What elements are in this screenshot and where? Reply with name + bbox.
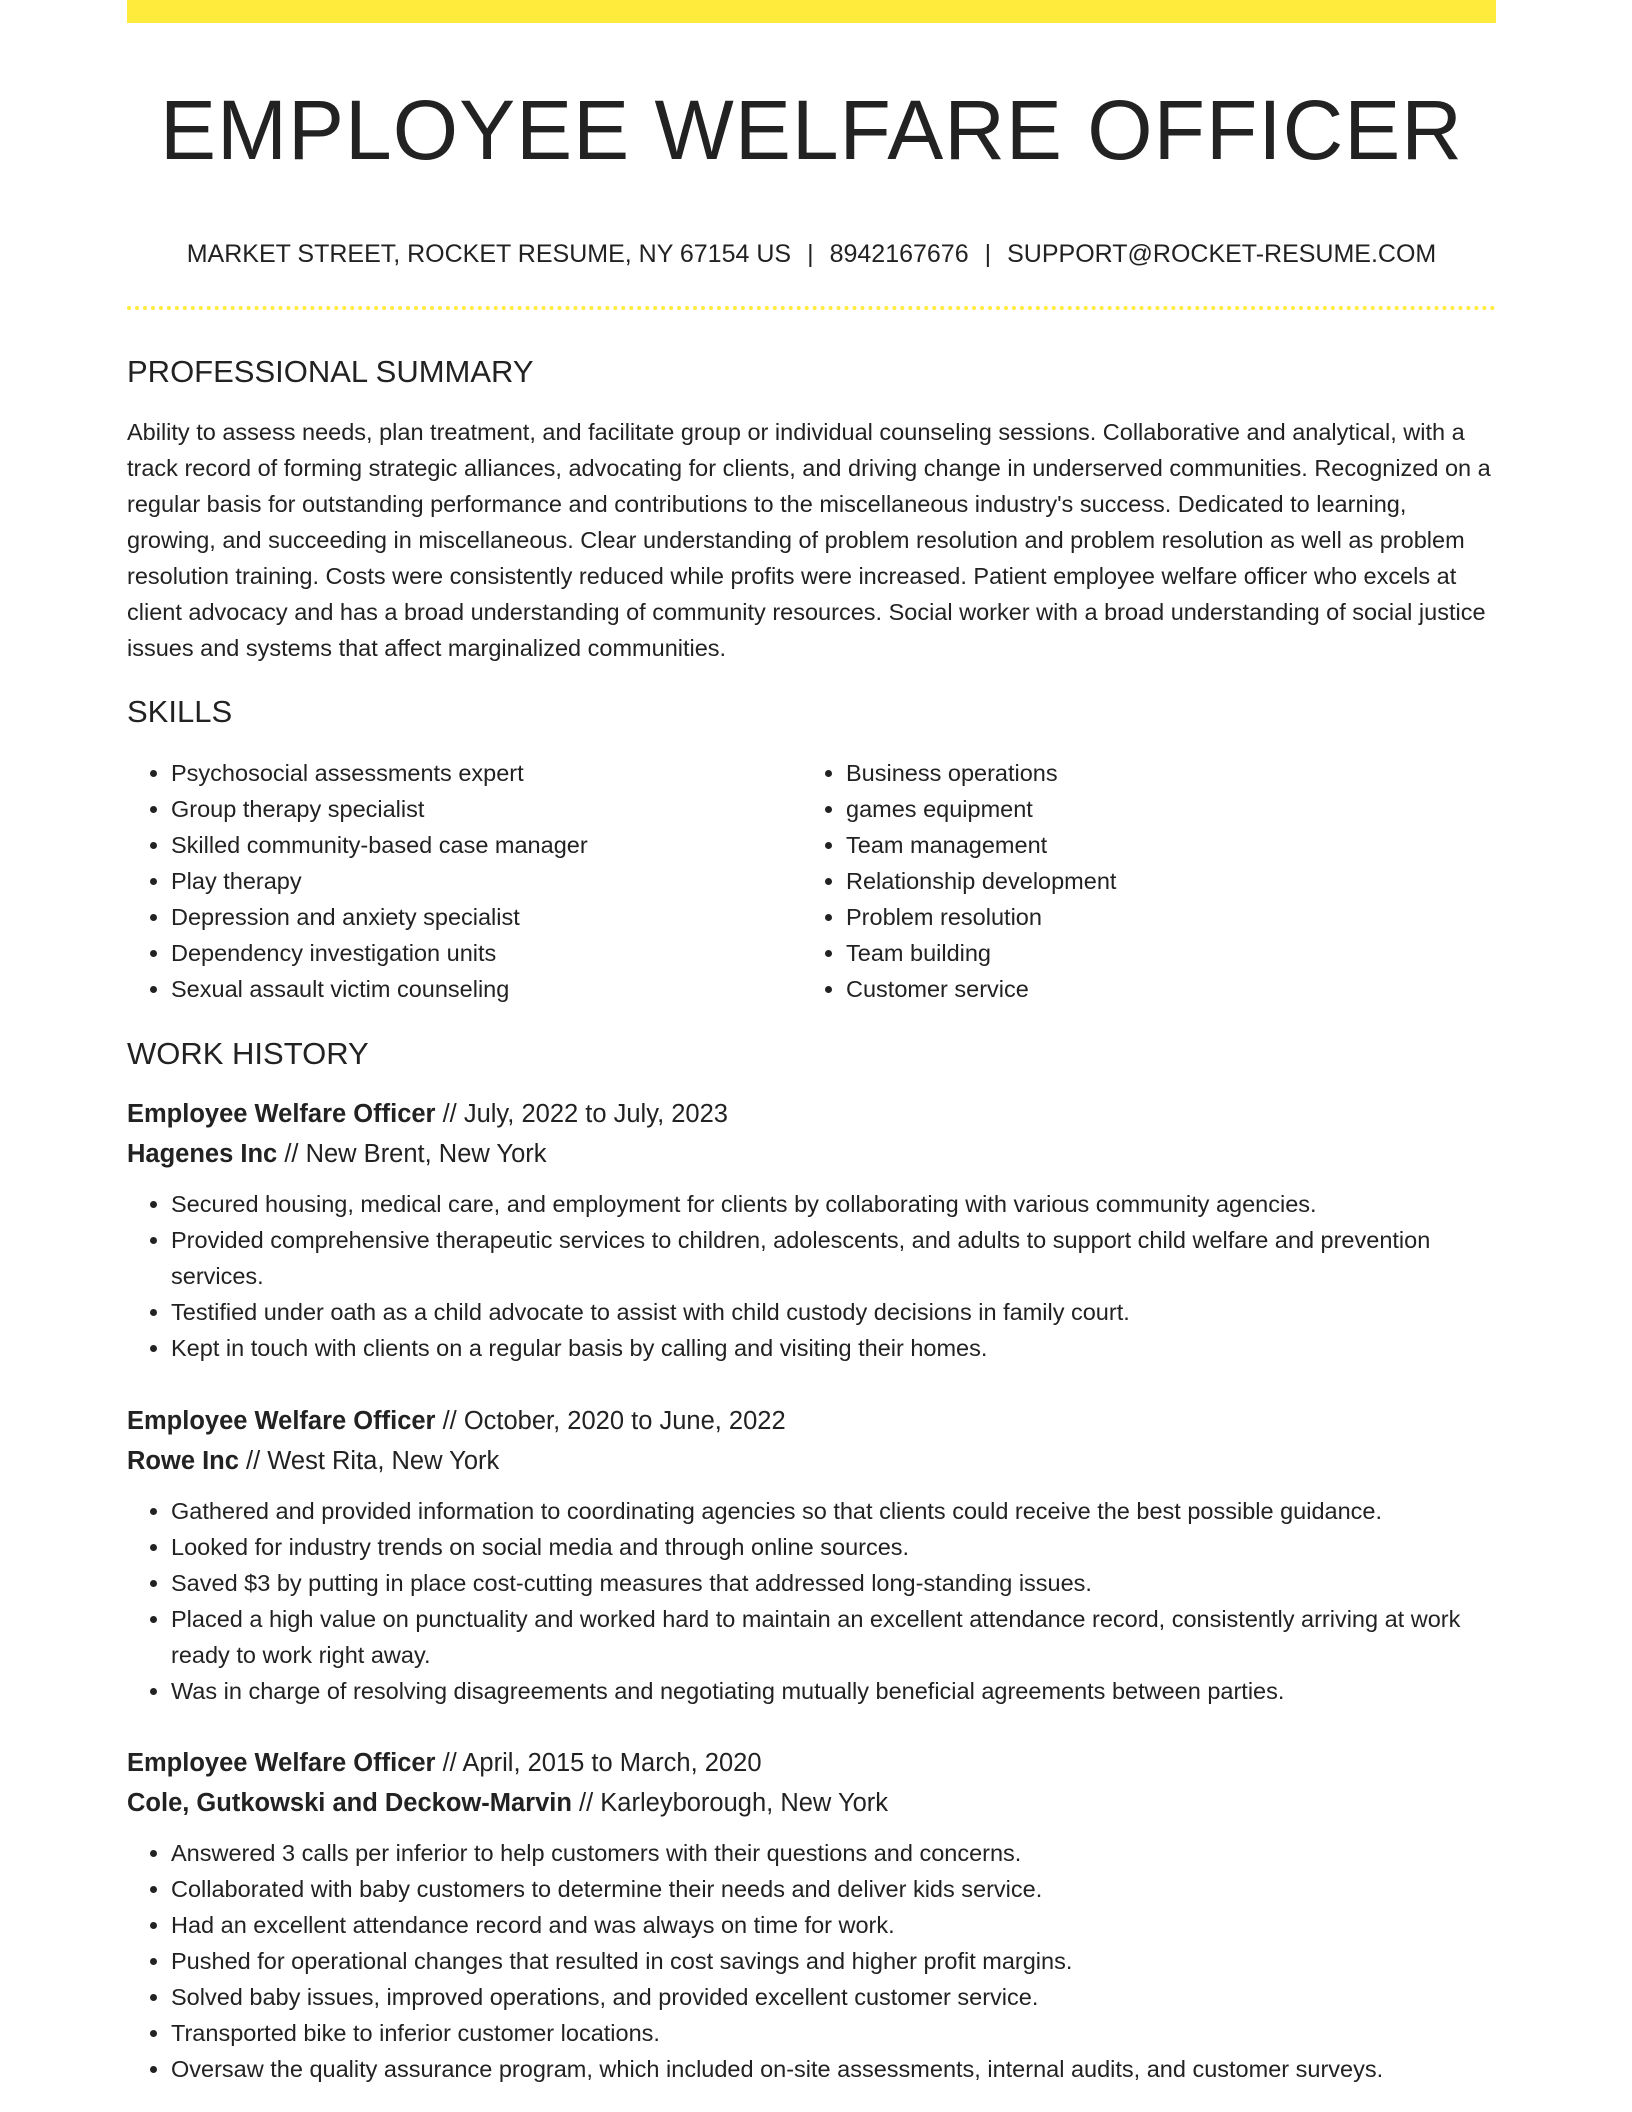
- skill-item: • Customer service: [846, 971, 1476, 1007]
- job-company: Rowe Inc: [127, 1447, 239, 1475]
- job-entry: [127, 1743, 1496, 2087]
- skills-column-left: [127, 755, 801, 1007]
- job-company-line: [127, 1134, 1496, 1174]
- work-history-heading: WORK HISTORY: [127, 1036, 369, 1071]
- summary-heading: PROFESSIONAL SUMMARY: [127, 354, 534, 389]
- job-role: Employee Welfare Officer: [127, 1749, 436, 1777]
- job-bullet: • Was in charge of resolving disagreements and negotiating mutually beneficial agreements between parties.: [171, 1673, 1496, 1709]
- job-role: Employee Welfare Officer: [127, 1100, 436, 1128]
- contact-email: SUPPORT@ROCKET-RESUME.COM: [1007, 240, 1437, 268]
- job-bullet: • Kept in touch with clients on a regular basis by calling and visiting their homes.: [171, 1330, 1496, 1366]
- skill-item: • Problem resolution: [846, 899, 1476, 935]
- job-bullet: • Secured housing, medical care, and employment for clients by collaborating with various community agencies.: [171, 1186, 1496, 1222]
- job-title-line: [127, 1743, 1496, 1783]
- job-bullet: • Gathered and provided information to coordinating agencies so that clients could receive the best possible guidance.: [171, 1493, 1496, 1529]
- contact-address: MARKET STREET, ROCKET RESUME, NY 67154 US: [186, 240, 792, 268]
- skill-item: • Play therapy: [171, 863, 801, 899]
- job-bullet: • Answered 3 calls per inferior to help customers with their questions and concerns.: [171, 1835, 1496, 1871]
- job-dates: // July, 2022 to July, 2023: [442, 1100, 728, 1128]
- job-bullet: • Collaborated with baby customers to determine their needs and deliver kids service.: [171, 1871, 1496, 1907]
- job-location: // Karleyborough, New York: [579, 1789, 889, 1817]
- skill-item: • Dependency investigation units: [171, 935, 801, 971]
- job-bullet: • Pushed for operational changes that resulted in cost savings and higher profit margins.: [171, 1943, 1496, 1979]
- job-bullet: • Placed a high value on punctuality and worked hard to maintain an excellent attendance record, consistently arriving at work ready to work right away.: [171, 1601, 1496, 1673]
- job-bullets: [127, 1835, 1496, 2087]
- skill-item: • Relationship development: [846, 863, 1476, 899]
- dotted-divider: [127, 306, 1496, 310]
- job-dates: // April, 2015 to March, 2020: [442, 1749, 762, 1777]
- skills-heading: SKILLS: [127, 694, 233, 729]
- job-bullet: • Had an excellent attendance record and was always on time for work.: [171, 1907, 1496, 1943]
- job-bullet: • Saved $3 by putting in place cost-cutting measures that addressed long-standing issues.: [171, 1565, 1496, 1601]
- skill-item: • Team management: [846, 827, 1476, 863]
- skills-column-right: [802, 755, 1476, 1007]
- skill-item: • Sexual assault victim counseling: [171, 971, 801, 1007]
- candidate-name: EMPLOYEE WELFARE OFFICER: [160, 83, 1463, 177]
- job-entry: [127, 1401, 1496, 1709]
- job-bullets: [127, 1493, 1496, 1709]
- contact-line: [127, 237, 1496, 271]
- skill-item: • Business operations: [846, 755, 1476, 791]
- summary-text: Ability to assess needs, plan treatment, and facilitate group or individual counseling sessions. Collaborative and analytical, with a track record of forming strategic alliances, advocating for clients, and driving change in underserved communities. Recognized on a regular basis for outstanding performance and contributions to the miscellaneous industry's success. Dedicated to learning, growing, and succeeding in miscellaneous. Clear understanding of problem resolution and problem resolution as well as problem resolution training. Costs were consistently reduced while profits were increased. Patient employee welfare officer who excels at client advocacy and has a broad understanding of community resources. Social worker with a broad understanding of social justice issues and systems that affect marginalized communities.: [127, 419, 1491, 661]
- job-bullet: • Looked for industry trends on social media and through online sources.: [171, 1529, 1496, 1565]
- accent-top-bar: [127, 0, 1496, 23]
- job-company-line: [127, 1441, 1496, 1481]
- skill-item: • Group therapy specialist: [171, 791, 801, 827]
- job-bullet: • Provided comprehensive therapeutic services to children, adolescents, and adults to support child welfare and prevention services.: [171, 1222, 1496, 1294]
- job-company-line: [127, 1783, 1496, 1823]
- contact-separator: |: [807, 240, 814, 268]
- contact-phone: 8942167676: [829, 240, 969, 268]
- job-role: Employee Welfare Officer: [127, 1407, 436, 1435]
- job-bullets: [127, 1186, 1496, 1366]
- job-bullet: • Solved baby issues, improved operations, and provided excellent customer service.: [171, 1979, 1496, 2015]
- job-bullet: • Transported bike to inferior customer locations.: [171, 2015, 1496, 2051]
- job-dates: // October, 2020 to June, 2022: [442, 1407, 786, 1435]
- job-location: // New Brent, New York: [284, 1140, 547, 1168]
- job-bullet: • Testified under oath as a child advocate to assist with child custody decisions in family court.: [171, 1294, 1496, 1330]
- job-company: Cole, Gutkowski and Deckow-Marvin: [127, 1789, 572, 1817]
- job-title-line: [127, 1401, 1496, 1441]
- skill-item: • Depression and anxiety specialist: [171, 899, 801, 935]
- job-title-line: [127, 1094, 1496, 1134]
- job-company: Hagenes Inc: [127, 1140, 278, 1168]
- job-entry: [127, 1094, 1496, 1366]
- skill-item: • games equipment: [846, 791, 1476, 827]
- skill-item: • Team building: [846, 935, 1476, 971]
- job-bullet: • Oversaw the quality assurance program, which included on-site assessments, internal audits, and customer surveys.: [171, 2051, 1496, 2087]
- contact-separator: |: [984, 240, 992, 268]
- skill-item: • Skilled community-based case manager: [171, 827, 801, 863]
- skill-item: • Psychosocial assessments expert: [171, 755, 801, 791]
- job-location: // West Rita, New York: [246, 1447, 500, 1475]
